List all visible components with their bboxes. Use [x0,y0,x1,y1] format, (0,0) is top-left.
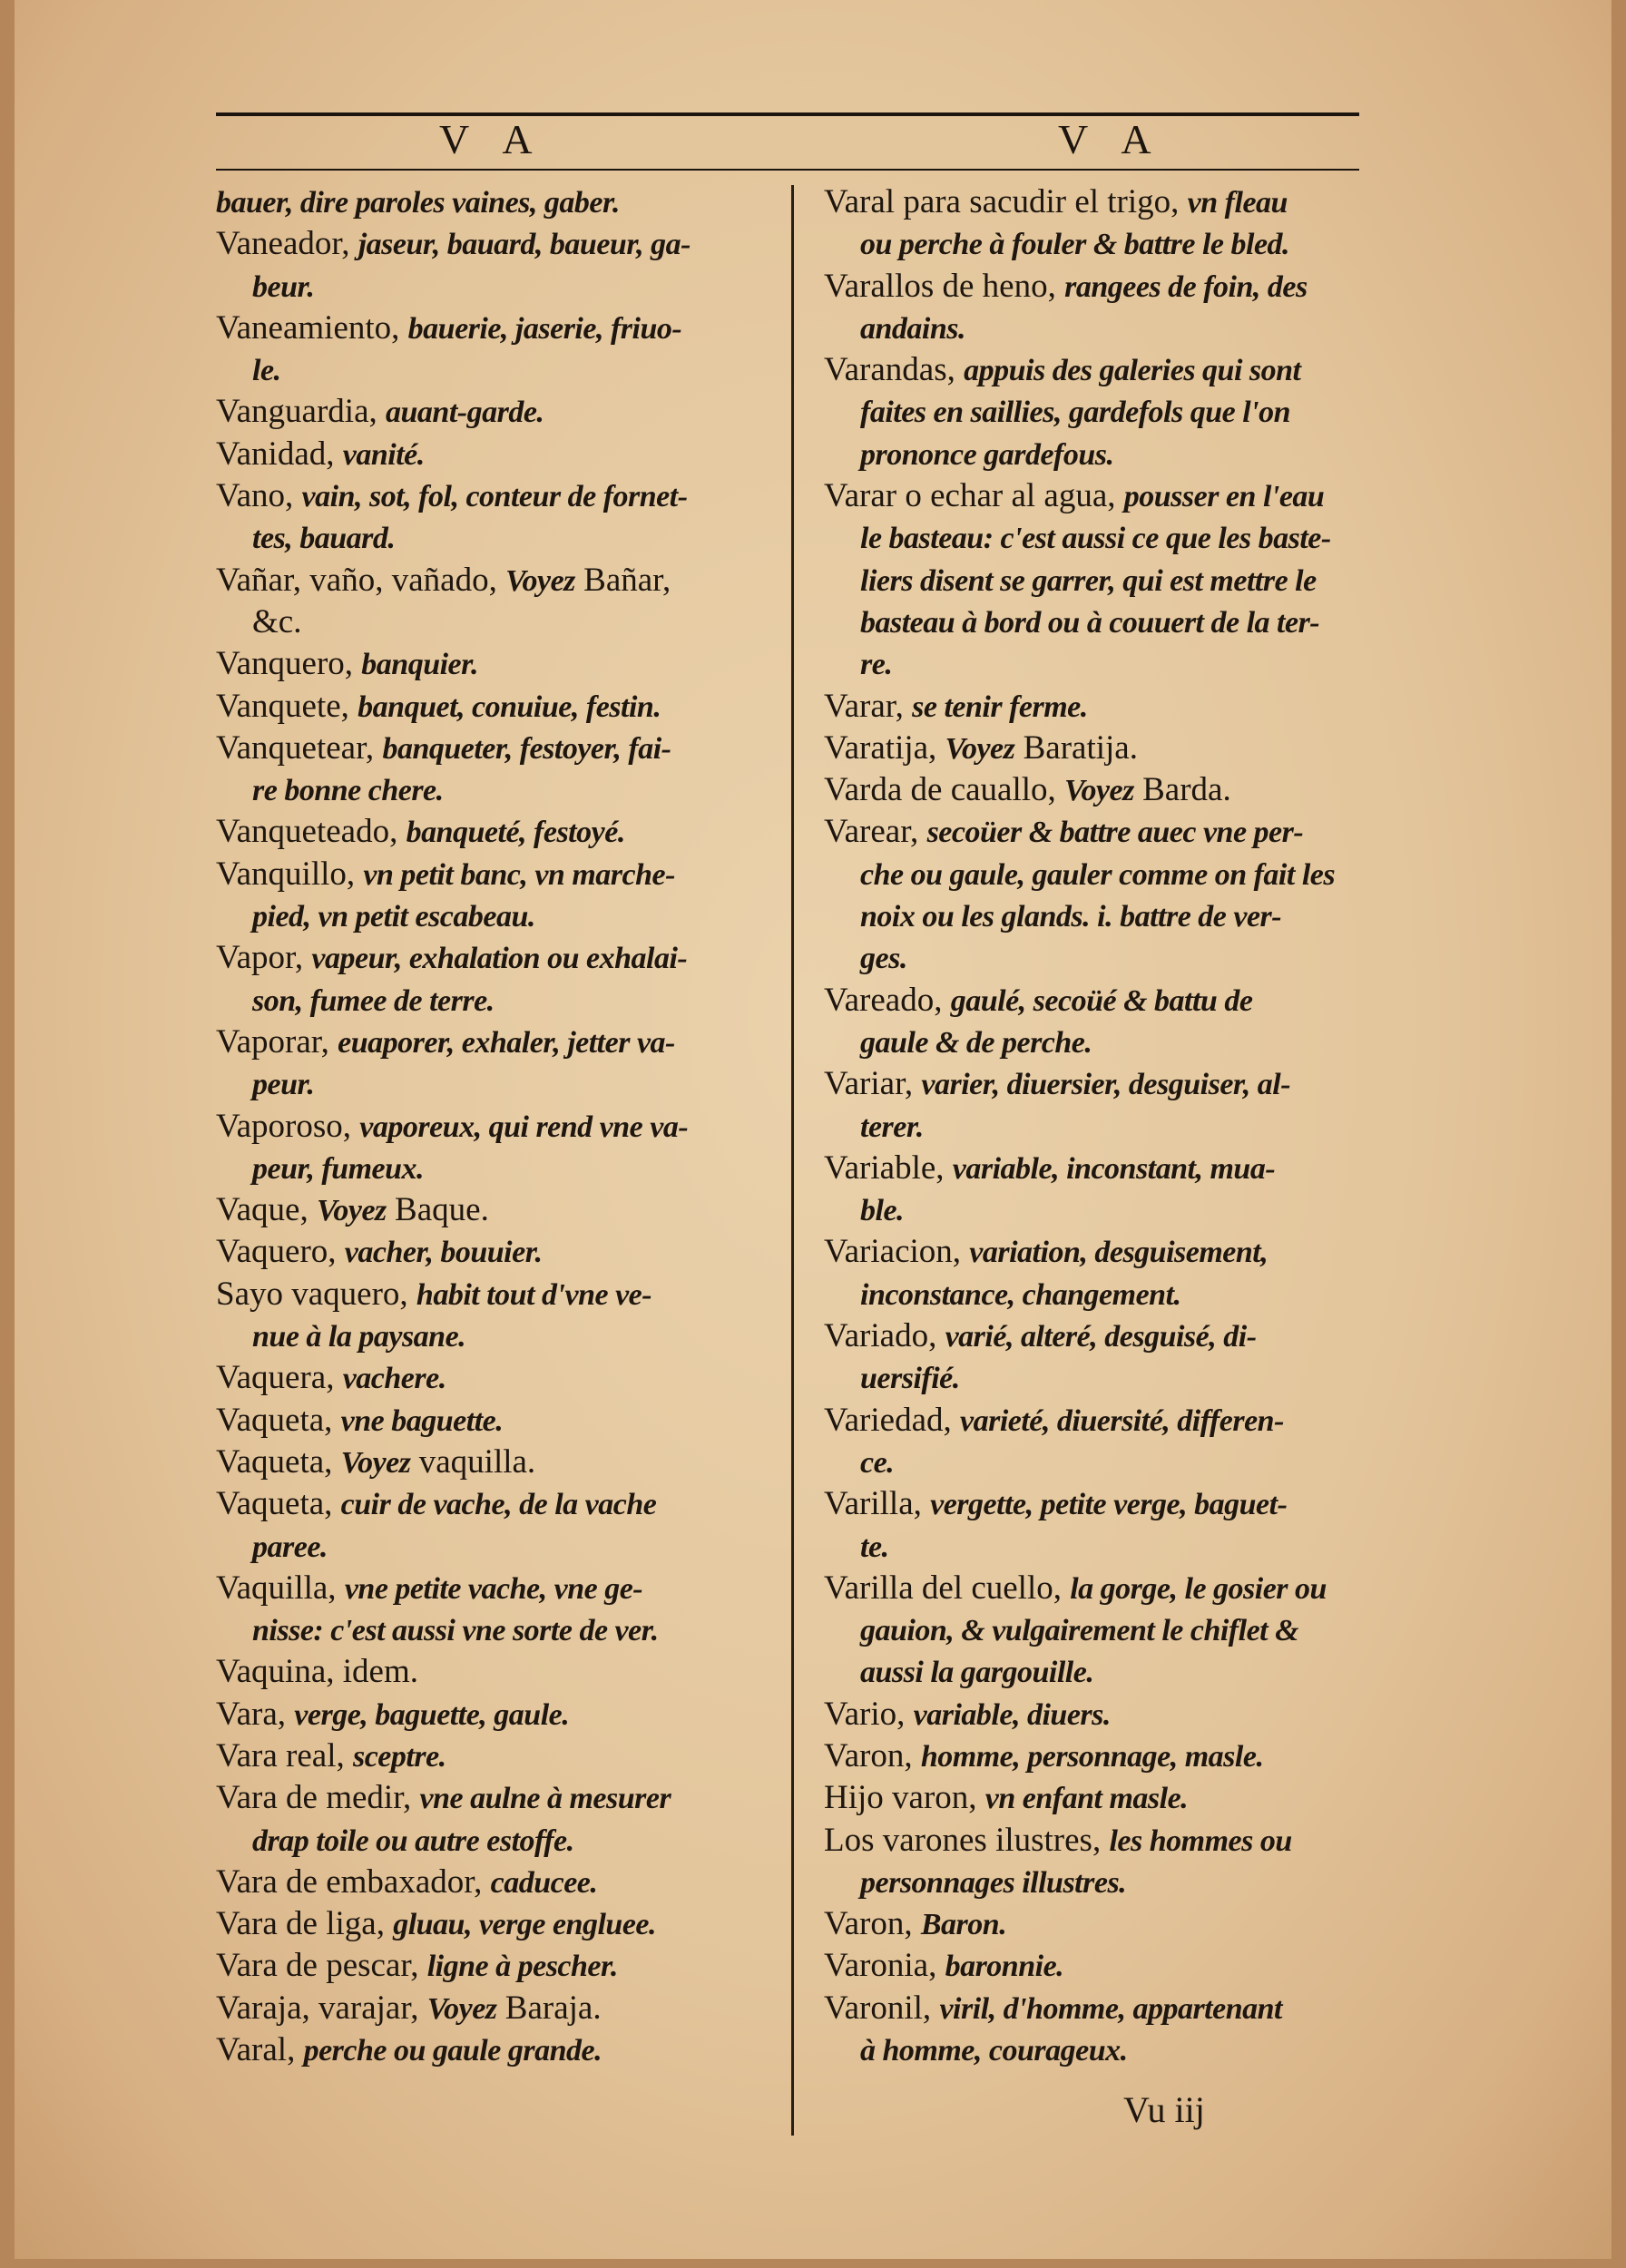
headword: Variedad, [824,1401,952,1439]
definition: vn enfant masle. [984,1782,1189,1816]
dictionary-line [216,937,788,979]
dictionary-line [824,391,1377,433]
dictionary-line [216,1148,788,1189]
headword: Vaquera, [216,1359,335,1397]
definition: re bonne chere. [252,774,444,808]
dictionary-line [824,1274,1377,1315]
definition: tes, bauard. [252,522,396,556]
definition: vn fleau [1187,186,1288,220]
definition: Voyez [340,1445,411,1480]
definition: vne aulne à mesurer [419,1782,671,1816]
definition: bauer, dire paroles vaines, gaber. [216,186,620,220]
dictionary-line [824,1988,1377,2029]
definition: terer. [860,1110,924,1144]
headword: Vara de embaxador, [216,1862,483,1901]
definition: Voyez [426,1991,497,2026]
definition: gaulé, secoüé & battu de [950,983,1253,1018]
dictionary-line [824,1735,1377,1777]
definition: inconstance, changement. [860,1277,1181,1312]
definition: vergette, petite verge, baguet- [930,1488,1288,1522]
dictionary-line [216,1315,788,1357]
dictionary-line [824,475,1377,517]
definition: banqueté, festoyé. [406,816,625,850]
dictionary-line [216,2029,788,2071]
dictionary-line [216,1189,788,1231]
headword: Varandas, [824,351,955,389]
headword: Varal para sacudir el trigo, [824,183,1180,220]
definition: verge, baguette, gaule. [294,1697,570,1732]
headword: Varar o echar al agua, [824,477,1116,515]
definition: ligne à pescher. [426,1950,618,1984]
dictionary-line [216,1106,788,1148]
dictionary-line [216,769,788,811]
definition: habit tout d'vne ve- [416,1277,652,1312]
definition: gaule & de perche. [860,1025,1092,1060]
definition: prononce gardefous. [860,437,1114,472]
dictionary-line [824,1483,1377,1525]
headword: Variable, [824,1149,945,1187]
definition: varié, alteré, desguisé, di- [945,1320,1257,1354]
definition: son, fumee de terre. [252,983,495,1018]
definition: à homme, courageux. [860,2034,1128,2068]
dictionary-line [216,601,788,643]
dictionary-line [216,308,788,349]
dictionary-line [824,1651,1377,1693]
definition: appuis des galeries qui sont [964,354,1301,388]
dictionary-line [216,1231,788,1273]
dictionary-line [824,728,1377,769]
definition: varier, diuersier, desguiser, al- [921,1068,1291,1102]
left-column [216,181,788,2071]
headword: Vapor, [216,939,304,977]
dictionary-line [824,895,1377,937]
dictionary-line [824,560,1377,601]
dictionary-line [824,1063,1377,1105]
headword: Vara de medir, [216,1779,412,1817]
dictionary-line [824,643,1377,685]
dictionary-line [216,349,788,391]
dictionary-line [824,1903,1377,1945]
headword: Sayo vaquero, [216,1275,408,1313]
headword: Varonia, [824,1947,937,1985]
headword: Varar, [824,687,904,725]
definition: viril, d'homme, appartenant [939,1991,1282,2026]
headword: Vaquilla, [216,1569,337,1607]
headword: Vaporoso, [216,1107,352,1145]
dictionary-line [216,475,788,517]
definition: vachere. [342,1362,446,1396]
definition: te. [860,1530,889,1564]
definition: aussi la gargouille. [860,1656,1094,1690]
definition: sceptre. [352,1739,446,1774]
cross-reference: Baque. [395,1191,489,1229]
definition: cuir de vache, de la vache [340,1488,657,1522]
dictionary-line [216,854,788,895]
dictionary-line [216,223,788,265]
headword: Varatija, [824,728,937,767]
dictionary-line [824,349,1377,391]
headword: Varilla, [824,1485,922,1523]
definition: varieté, diuersité, differen- [960,1403,1284,1438]
headword: Hijo varon, [824,1779,977,1817]
definition: variable, inconstant, mua- [952,1151,1276,1186]
headword: Variacion, [824,1233,962,1271]
definition: jaseur, bauard, baueur, ga- [358,228,691,262]
dictionary-line [216,1442,788,1483]
headword: Los varones ilustres, [824,1821,1102,1859]
dictionary-line [824,1526,1377,1568]
dictionary-line [216,434,788,475]
headword: Vano, [216,477,294,515]
signature-mark: Vu iij [1123,2089,1205,2130]
definition: le basteau: c'est aussi ce que les baste- [860,522,1331,556]
definition: vn petit banc, vn marche- [363,857,675,892]
definition: caducee. [490,1865,598,1900]
headword: Varallos de heno, [824,267,1056,305]
dictionary-line [824,1231,1377,1273]
dictionary-line [824,937,1377,979]
dictionary-line [824,266,1377,308]
definition: Voyez [1064,774,1134,808]
dictionary-line [824,769,1377,811]
definition: banqueter, festoyer, fai- [382,731,671,766]
dictionary-line [824,1189,1377,1231]
dictionary-line [216,1820,788,1862]
definition: paree. [252,1530,328,1564]
headword: Vaneamiento, [216,308,400,347]
definition: Voyez [505,563,575,598]
definition: peur. [252,1068,315,1102]
dictionary-line [216,181,788,223]
headword: Varonil, [824,1989,932,2027]
right-column [824,181,1377,2071]
definition: ou perche à fouler & battre le bled. [860,228,1290,262]
definition: ble. [860,1194,905,1228]
dictionary-line [216,1483,788,1525]
headword: Variado, [824,1317,937,1355]
headword: Vaqueta, [216,1442,333,1481]
definition: basteau à bord ou à couuert de la ter- [860,605,1320,640]
dictionary-line [216,266,788,308]
definition: pied, vn petit escabeau. [252,900,535,934]
headword: Vaque, [216,1191,309,1229]
dictionary-line [824,1315,1377,1357]
definition: rangees de foin, des [1064,269,1308,304]
dictionary-line [216,1609,788,1651]
dictionary-line [824,980,1377,1022]
headword: Vanguardia, [216,393,377,431]
headword: Vaqueta, [216,1485,333,1523]
dictionary-line [216,1022,788,1063]
definition: liers disent se garrer, qui est mettre le [860,563,1317,598]
definition: secoüer & battre auec vne per- [926,816,1304,850]
dictionary-line [824,854,1377,895]
dictionary-line [216,1694,788,1735]
headword: &c. [252,602,302,640]
definition: banquet, conuiue, festin. [358,689,661,724]
dictionary-line [216,1735,788,1777]
definition: gluau, verge engluee. [393,1908,657,1942]
dictionary-line [216,1274,788,1315]
definition: noix ou les glands. i. battre de ver- [860,900,1282,934]
definition: Baron. [920,1908,1007,1942]
headword: Vanqueteado, [216,813,398,851]
definition: les hommes ou [1109,1823,1292,1858]
dictionary-line [824,1694,1377,1735]
definition: homme, personnage, masle. [920,1739,1264,1774]
dictionary-line [216,391,788,433]
definition: Voyez [945,731,1015,766]
dictionary-line [216,980,788,1022]
dictionary-line [824,181,1377,223]
definition: la gorge, le gosier ou [1070,1571,1327,1606]
definition: personnages illustres. [860,1865,1127,1900]
dictionary-line [216,1903,788,1945]
definition: Voyez [316,1194,387,1228]
definition: beur. [252,269,315,304]
dictionary-line [824,1820,1377,1862]
dictionary-line [216,1777,788,1819]
dictionary-line [216,1063,788,1105]
definition: andains. [860,311,965,346]
definition: vne baguette. [340,1403,504,1438]
definition: vne petite vache, vne ge- [344,1571,643,1606]
definition: nisse: c'est aussi vne sorte de ver. [252,1614,659,1648]
dictionary-line [216,1651,788,1693]
definition: drap toile ou autre estoffe. [252,1823,574,1858]
dictionary-line [824,308,1377,349]
headword: Vara de liga, [216,1905,385,1943]
headword: Vanquete, [216,687,349,725]
headword: Vaquina, idem. [216,1653,418,1691]
headword: Vañar, vaño, vañado, [216,561,497,599]
definition: variable, diuers. [913,1697,1111,1732]
dictionary-line [216,1357,788,1399]
headword: Vanidad, [216,435,335,473]
definition: faites en saillies, gardefols que l'on [860,396,1290,430]
dictionary-line [216,1945,788,1987]
definition: uersifié. [860,1362,960,1396]
dictionary-line [824,517,1377,559]
definition: vanité. [342,437,425,472]
headword: Varda de cauallo, [824,771,1056,809]
dictionary-line [824,601,1377,643]
dictionary-line [824,2029,1377,2071]
cross-reference: vaquilla. [418,1442,536,1481]
definition: ce. [860,1445,895,1480]
headword: Vaqueta, [216,1401,333,1439]
dictionary-line [824,686,1377,728]
cross-reference: Bañar, [583,561,671,599]
definition: nue à la paysane. [252,1320,466,1354]
headword: Varilla del cuello, [824,1569,1062,1607]
headword: Vanquetear, [216,728,375,767]
definition: perche ou gaule grande. [303,2034,602,2068]
definition: gauion, & vulgairement le chiflet & [860,1614,1299,1648]
dictionary-line [216,1400,788,1442]
book-page [15,0,1611,2259]
definition: pousser en l'eau [1123,480,1325,514]
column-divider [791,185,794,2136]
dictionary-line [824,223,1377,265]
dictionary-line [216,517,788,559]
headword: Variar, [824,1065,914,1103]
headword: Vaquero, [216,1233,337,1271]
headword: Varear, [824,813,919,851]
dictionary-line [216,1526,788,1568]
dictionary-line [824,1777,1377,1819]
running-head-left: V A [439,116,545,162]
definition: vain, sot, fol, conteur de fornet- [301,480,688,514]
definition: auant-garde. [386,396,544,430]
cross-reference: Barda. [1142,771,1231,809]
dictionary-line [824,1442,1377,1483]
headword: Vareado, [824,981,943,1019]
headword: Vaneador, [216,225,350,263]
definition: bauerie, jaserie, friuo- [407,311,682,346]
definition: se tenir ferme. [912,689,1088,724]
dictionary-line [824,1022,1377,1063]
definition: vacher, bouuier. [344,1236,543,1270]
dictionary-line [824,1400,1377,1442]
headword: Vanquero, [216,645,354,683]
cross-reference: Baratija. [1023,728,1138,767]
definition: baronnie. [945,1950,1064,1984]
headword: Varal, [216,2031,296,2069]
definition: ges. [860,942,907,976]
definition: re. [860,648,893,682]
headword: Vanquillo, [216,855,356,893]
headword: Vara de pescar, [216,1947,419,1985]
dictionary-line [216,1862,788,1903]
headword: Varon, [824,1905,913,1943]
dictionary-line [824,434,1377,475]
definition: le. [252,354,281,388]
dictionary-line [216,895,788,937]
dictionary-line [216,686,788,728]
headword: Varaja, varajar, [216,1989,419,2027]
definition: vaporeux, qui rend vne va- [359,1110,689,1144]
running-head-right: V A [1058,116,1164,162]
dictionary-line [824,1609,1377,1651]
headword: Varon, [824,1736,913,1774]
headword: Vara, [216,1695,287,1733]
dictionary-line [824,1568,1377,1609]
headword: Vaporar, [216,1022,329,1061]
definition: banquier. [361,648,479,682]
dictionary-line [824,1357,1377,1399]
dictionary-line [824,1945,1377,1987]
definition: variation, desguisement, [969,1236,1268,1270]
definition: che ou gaule, gauler comme on fait les [860,857,1336,892]
definition: vapeur, exhalation ou exhalai- [311,942,688,976]
dictionary-line [216,811,788,853]
headword: Vario, [824,1695,906,1733]
header-rule-bottom [216,169,1359,171]
dictionary-line [824,1862,1377,1903]
dictionary-line [824,1148,1377,1189]
header-rule-top [216,112,1359,116]
dictionary-line [216,1988,788,2029]
definition: euaporer, exhaler, jetter va- [338,1025,675,1060]
dictionary-line [216,560,788,601]
dictionary-line [216,643,788,685]
definition: peur, fumeux. [252,1151,425,1186]
headword: Vara real, [216,1736,345,1774]
dictionary-line [216,1568,788,1609]
cross-reference: Baraja. [504,1989,602,2027]
dictionary-line [824,1106,1377,1148]
dictionary-line [824,811,1377,853]
dictionary-line [216,728,788,769]
